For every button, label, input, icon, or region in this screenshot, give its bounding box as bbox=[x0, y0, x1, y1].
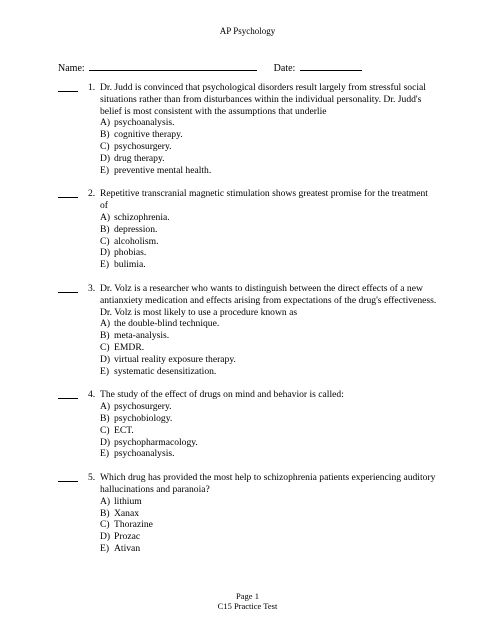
question-body bbox=[88, 283, 438, 377]
question-body bbox=[88, 472, 438, 555]
option-text: alcoholism. bbox=[114, 235, 159, 247]
option-letter: E) bbox=[100, 259, 110, 271]
answer-options bbox=[100, 212, 438, 271]
option-text: Xanax bbox=[114, 507, 140, 519]
option-letter: A) bbox=[100, 318, 111, 330]
answer-option bbox=[100, 129, 438, 141]
question-content bbox=[100, 472, 438, 555]
option-letter: E) bbox=[100, 542, 110, 554]
test-name: C15 Practice Test bbox=[217, 601, 278, 611]
answer-options bbox=[100, 496, 438, 555]
name-date-line bbox=[58, 60, 438, 75]
option-letter: B) bbox=[100, 129, 110, 141]
option-letter: C) bbox=[100, 235, 110, 247]
date-label: Date: bbox=[273, 63, 296, 74]
answer-option bbox=[100, 531, 438, 543]
option-letter: A) bbox=[100, 117, 111, 129]
answer-option bbox=[100, 425, 438, 437]
option-text: psychoanalysis. bbox=[114, 117, 175, 129]
answer-option bbox=[100, 165, 438, 177]
option-text: phobias. bbox=[114, 247, 147, 259]
option-letter: C) bbox=[100, 424, 110, 436]
option-letter: E) bbox=[100, 448, 110, 460]
option-letter: B) bbox=[100, 507, 110, 519]
option-letter: B) bbox=[100, 223, 110, 235]
option-text: cognitive therapy. bbox=[114, 129, 183, 141]
question-number: 2. bbox=[88, 188, 96, 200]
answer-option bbox=[100, 519, 438, 531]
answer-option bbox=[100, 496, 438, 508]
answer-options bbox=[100, 117, 438, 176]
page-header: AP Psychology bbox=[219, 26, 276, 36]
answer-option bbox=[100, 448, 438, 460]
option-letter: D) bbox=[100, 353, 111, 365]
name-label: Name: bbox=[58, 63, 85, 74]
answer-option bbox=[100, 153, 438, 165]
option-text: drug therapy. bbox=[114, 152, 165, 164]
question-item bbox=[58, 82, 438, 176]
option-text: meta-analysis. bbox=[114, 330, 170, 342]
option-text: Thorazine bbox=[114, 519, 153, 531]
option-text: depression. bbox=[114, 223, 158, 235]
answer-option bbox=[100, 330, 438, 342]
answer-option bbox=[100, 141, 438, 153]
question-stem: Dr. Volz is a researcher who wants to distinguish between the direct effects of a new antianxiety medication and effects arising from expectations of the drug's effectiveness. Dr. Volz is most likely to use a procedure known as bbox=[100, 282, 437, 318]
answer-option bbox=[100, 342, 438, 354]
answer-option bbox=[100, 117, 438, 129]
option-text: psychobiology. bbox=[114, 412, 173, 424]
answer-options bbox=[100, 318, 438, 377]
answer-option bbox=[100, 212, 438, 224]
question-stem: Repetitive transcranial magnetic stimulation shows greatest promise for the treatment of bbox=[100, 188, 428, 212]
page-footer bbox=[0, 591, 495, 611]
question-stem: The study of the effect of drugs on mind and behavior is called: bbox=[100, 389, 344, 401]
question-body bbox=[88, 82, 438, 176]
option-letter: D) bbox=[100, 531, 111, 543]
option-text: preventive mental health. bbox=[114, 164, 212, 176]
question-content bbox=[100, 188, 438, 271]
answer-option bbox=[100, 508, 438, 520]
option-text: virtual reality exposure therapy. bbox=[114, 353, 236, 365]
option-text: Ativan bbox=[114, 542, 141, 554]
question-stem: Which drug has provided the most help to schizophrenia patients experiencing auditory hallucinations and paranoia? bbox=[100, 472, 436, 495]
name-field-blank[interactable] bbox=[89, 60, 257, 71]
option-letter: D) bbox=[100, 152, 111, 164]
option-text: schizophrenia. bbox=[114, 211, 170, 223]
answer-blank[interactable] bbox=[58, 481, 78, 482]
answer-option bbox=[100, 236, 438, 248]
option-letter: E) bbox=[100, 365, 110, 377]
date-field-blank[interactable] bbox=[300, 60, 362, 71]
option-letter: B) bbox=[100, 330, 110, 342]
answer-options bbox=[100, 401, 438, 460]
question-body bbox=[88, 389, 438, 460]
question-item bbox=[58, 283, 438, 377]
option-text: psychopharmacology. bbox=[114, 436, 198, 448]
option-text: bulimia. bbox=[114, 259, 146, 271]
question-item bbox=[58, 472, 438, 555]
option-letter: C) bbox=[100, 140, 110, 152]
option-text: lithium bbox=[114, 495, 142, 507]
question-number: 5. bbox=[88, 472, 96, 484]
question-body bbox=[88, 188, 438, 271]
option-letter: B) bbox=[100, 412, 110, 424]
question-number: 3. bbox=[88, 282, 96, 294]
question-content bbox=[100, 389, 438, 460]
page-number: Page 1 bbox=[236, 591, 259, 601]
question-content bbox=[100, 283, 438, 377]
question-content bbox=[100, 82, 438, 176]
question-number: 1. bbox=[88, 82, 96, 93]
option-letter: D) bbox=[100, 247, 111, 259]
answer-option bbox=[100, 224, 438, 236]
option-text: psychosurgery. bbox=[114, 140, 172, 152]
answer-option bbox=[100, 401, 438, 413]
option-letter: D) bbox=[100, 436, 111, 448]
option-letter: C) bbox=[100, 519, 110, 531]
question-list bbox=[58, 82, 438, 567]
question-stem: Dr. Judd is convinced that psychological disorders result largely from stressful social situations rather than from disturbances within the individual personality. Dr. Judd's belief is most consistent with the assumptions that underlie bbox=[100, 82, 426, 117]
answer-blank[interactable] bbox=[58, 292, 78, 293]
option-text: EMDR. bbox=[114, 341, 145, 353]
option-text: Prozac bbox=[114, 531, 141, 543]
option-letter: E) bbox=[100, 164, 110, 176]
option-letter: A) bbox=[100, 211, 111, 223]
option-text: ECT. bbox=[114, 424, 134, 436]
answer-option bbox=[100, 413, 438, 425]
answer-option bbox=[100, 247, 438, 259]
option-text: psychoanalysis. bbox=[114, 448, 175, 460]
answer-blank[interactable] bbox=[58, 197, 78, 198]
answer-option bbox=[100, 259, 438, 271]
question-item bbox=[58, 389, 438, 460]
answer-option bbox=[100, 354, 438, 366]
answer-option bbox=[100, 437, 438, 449]
option-letter: A) bbox=[100, 495, 111, 507]
question-number: 4. bbox=[88, 389, 96, 401]
option-letter: A) bbox=[100, 401, 111, 413]
answer-option bbox=[100, 366, 438, 378]
answer-blank[interactable] bbox=[58, 91, 78, 92]
option-letter: C) bbox=[100, 341, 110, 353]
option-text: systematic desensitization. bbox=[114, 365, 217, 377]
answer-option bbox=[100, 318, 438, 330]
answer-option bbox=[100, 543, 438, 555]
question-item bbox=[58, 188, 438, 271]
answer-blank[interactable] bbox=[58, 398, 78, 399]
option-text: psychosurgery. bbox=[114, 401, 172, 413]
option-text: the double-blind technique. bbox=[114, 318, 220, 330]
